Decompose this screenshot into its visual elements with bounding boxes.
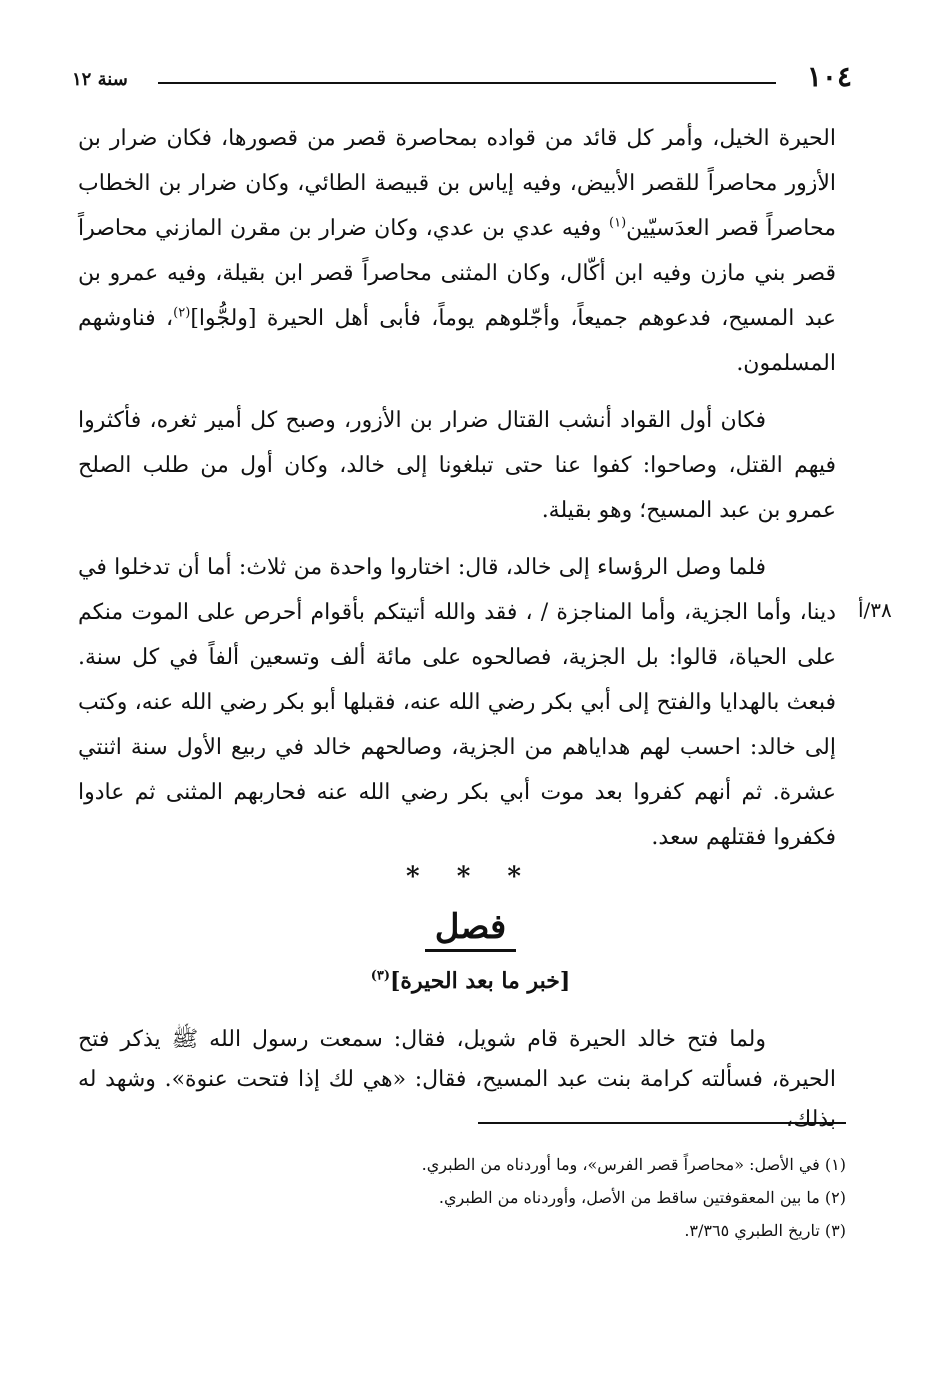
section-divider: * * *	[406, 862, 535, 892]
section-title-text: فصل	[425, 905, 517, 952]
section-subtitle	[0, 966, 941, 996]
paragraph-3: فلما وصل الرؤساء إلى خالد، قال: اختاروا واحدة من ثلاث: أما أن تدخلوا في دينا، وأما الجزية، وأما المناجزة / ، فقد والله أتيتكم بأقوام أحرص على الموت منكم على الحياة، قالوا: بل الجزية، فصالحوه على مائة ألف وتسعين ألفاً في كل سنة. فبعث بالهدايا والفتح إلى أبي بكر رضي الله عنه، فقبلها أبو بكر رضي الله عنه، وكتب إلى خالد: احسب لهم هداياهم من الجزية، وصالحهم خالد في ربيع الأول سنة اثنتي عشرة. ثم أنهم كفروا بعد موت أبي بكر رضي الله عنه فحاربهم المثنى ثم عادوا فكفروا فقتلهم سعد.	[78, 555, 837, 850]
paragraph-1-text-a: الحيرة الخيل، وأمر كل قائد من قواده بمحاصرة قصر من قصورها، فكان ضرار بن الأزور محاصراً للقصر الأبيض، وفيه إياس بن قبيصة الطائي، وكان ضرار بن الخطاب محاصراً قصر العدَسيّين	[78, 126, 836, 241]
section-title	[0, 905, 941, 952]
footnote-ref-2: (٢)	[173, 305, 191, 321]
section-subtitle-text: [خبر ما بعد الحيرة]	[390, 968, 571, 994]
paragraph-1	[78, 116, 836, 386]
footnotes	[180, 1148, 846, 1247]
paragraph-2: فكان أول القواد أنشب القتال ضرار بن الأزور، وصبح كل أمير ثغره، فأكثروا فيهم القتل، وصاحوا: كفوا عنا حتى تبلغونا إلى خالد، وكان أول من طلب الصلح عمرو بن عبد المسيح؛ وهو بقيلة.	[78, 408, 836, 523]
section-paragraph-1: ولما فتح خالد الحيرة قام شويل، فقال: سمعت رسول الله ﷺ يذكر فتح الحيرة، فسألته كرامة بنت عبد المسيح، فقال: «هي لك إذا فتحت عنوة». وشهد له بذلك،	[78, 1027, 836, 1132]
year-label: سنة ١٢	[72, 69, 128, 90]
paragraph-1-text-b: وفيه عدي بن عدي، وكان ضرار بن مقرن المازني محاصراً قصر بني مازن وفيه ابن أكّال، وكان المثنى محاصراً قصر ابن بقيلة، وفيه عمرو بن عبد المسيح، فدعوهم جميعاً، وأجّلوهم يوماً، فأبى أهل الحيرة [ولجُّوا]	[78, 216, 836, 331]
running-header	[72, 62, 852, 98]
footnote-1: (١) في الأصل: «محاصراً قصر الفرس»، وما أوردناه من الطبري.	[421, 1155, 846, 1174]
page-number: ١٠٤	[806, 60, 852, 93]
footnote-ref-1: (١)	[609, 215, 627, 231]
header-rule	[158, 82, 776, 84]
footnote-ref-3: (٣)	[370, 968, 391, 984]
manuscript-folio-note: ٣٨/أ	[858, 598, 892, 622]
footnote-rule	[478, 1122, 846, 1124]
footnote-2: (٢) ما بين المعقوفتين ساقط من الأصل، وأوردناه من الطبري.	[438, 1188, 846, 1207]
main-text	[78, 116, 836, 860]
paragraph-1-text-c: ، فناوشهم المسلمون.	[78, 306, 836, 376]
footnote-3: (٣) تاريخ الطبري ٣/٣٦٥.	[684, 1221, 846, 1240]
